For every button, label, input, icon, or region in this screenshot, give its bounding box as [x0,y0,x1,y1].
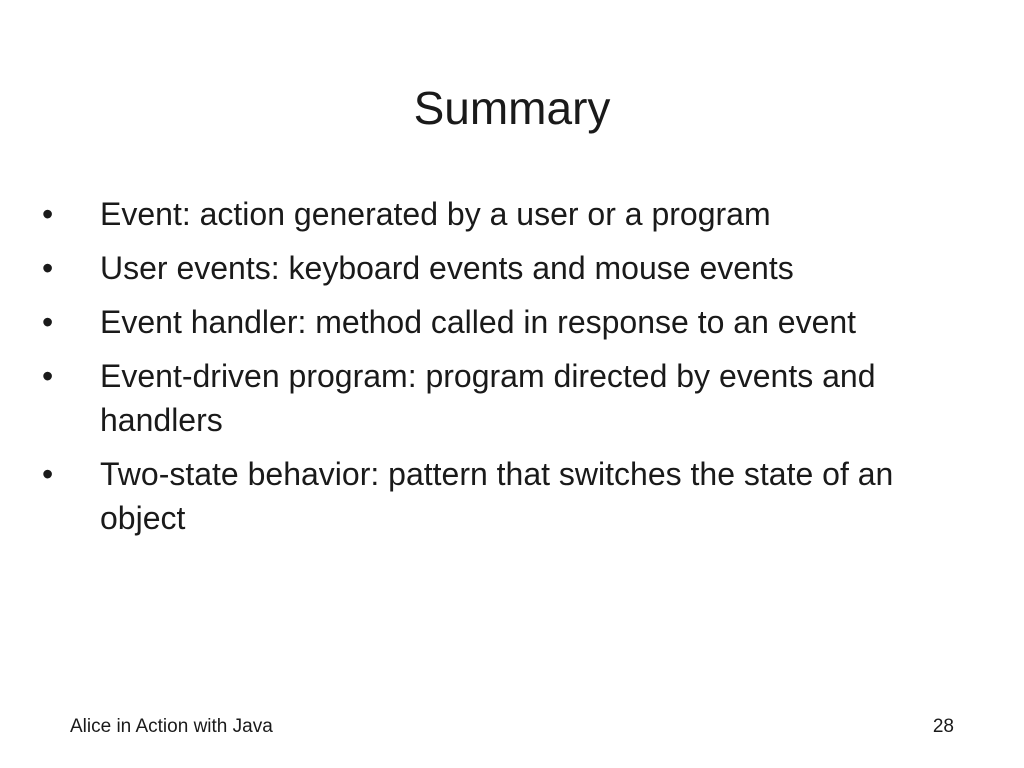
bullet-item [0,452,1024,540]
bullet-item [0,300,1024,344]
bullet-item [0,354,1024,442]
bullet-item [0,192,1024,236]
bullet-item [0,246,1024,290]
bullet-text: User events: keyboard events and mouse events [100,250,794,286]
bullet-text: Event: action generated by a user or a program [100,196,771,232]
bullet-text: Event handler: method called in response to an event [100,304,857,340]
footer-page-number: 28 [932,716,954,737]
bullet-icon: • [42,250,54,286]
bullet-text: Two-state behavior: pattern that switches the state of an object [100,456,894,536]
bullet-icon: • [42,304,54,340]
slide-title: Summary [413,82,611,134]
bullet-icon: • [42,358,54,394]
bullet-icon: • [42,456,54,492]
bullet-text: Event-driven program: program directed by events and handlers [100,358,876,438]
bullet-list [0,192,1024,550]
footer-course-title: Alice in Action with Java [70,716,273,737]
bullet-icon: • [42,196,54,232]
